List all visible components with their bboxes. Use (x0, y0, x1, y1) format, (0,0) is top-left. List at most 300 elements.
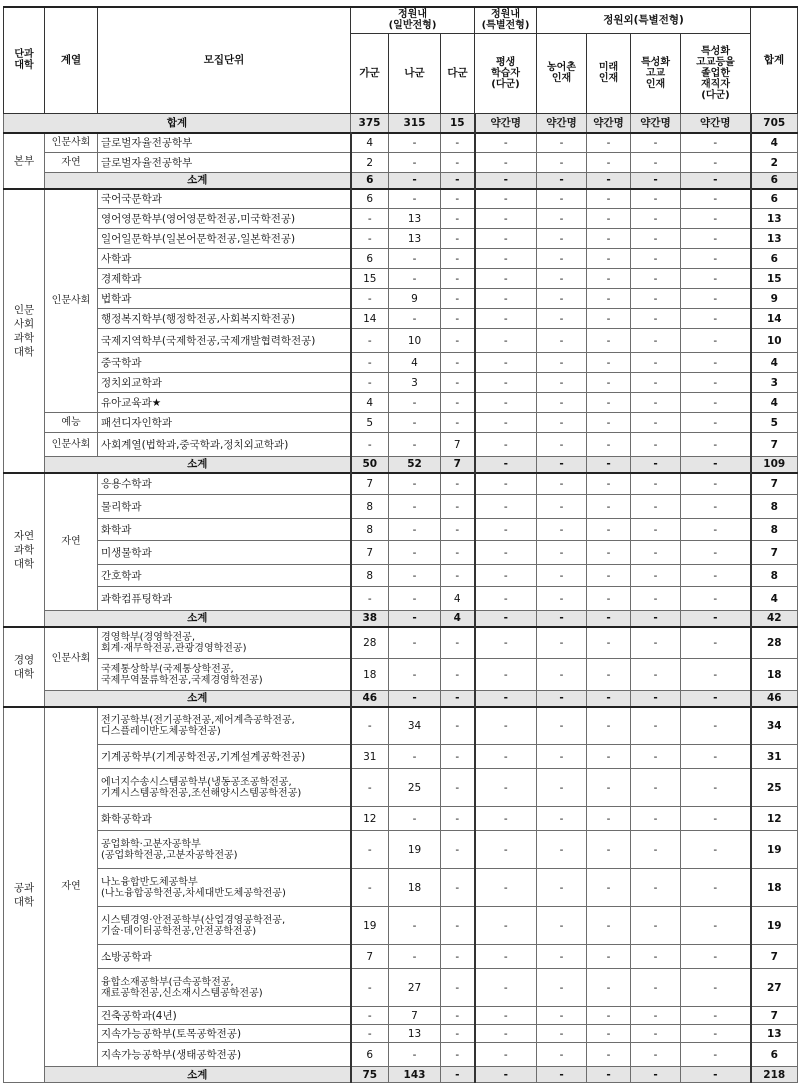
value-cell: - (475, 153, 537, 173)
row-total-cell: 19 (751, 831, 798, 869)
value-cell: - (475, 473, 537, 495)
table-row (4, 393, 798, 413)
value-cell: 75 (351, 1067, 389, 1083)
table-row (4, 969, 798, 1007)
subtotal-row (4, 173, 798, 189)
table-row (4, 1007, 798, 1025)
table-row (4, 309, 798, 329)
value-cell: - (587, 413, 631, 433)
value-cell: 2 (351, 153, 389, 173)
value-cell: - (441, 807, 475, 831)
value-cell: - (441, 269, 475, 289)
value-cell: - (441, 209, 475, 229)
value-cell: - (681, 289, 751, 309)
value-cell: 15 (351, 269, 389, 289)
value-cell: - (681, 1025, 751, 1043)
unit-cell: 법학과 (98, 289, 351, 309)
value-cell: - (631, 707, 681, 745)
value-cell: 4 (351, 393, 389, 413)
row-total-cell: 6 (751, 1043, 798, 1067)
value-cell: - (389, 541, 441, 565)
value-cell: - (681, 433, 751, 457)
value-cell: - (587, 969, 631, 1007)
value-cell: - (351, 329, 389, 353)
row-total-cell: 4 (751, 587, 798, 611)
unit-cell: 사회계열(법학과,중국학과,정치외교학과) (98, 433, 351, 457)
value-cell: 19 (389, 831, 441, 869)
unit-cell: 과학컴퓨팅학과 (98, 587, 351, 611)
value-cell: - (351, 1007, 389, 1025)
value-cell: - (587, 587, 631, 611)
value-cell: - (631, 519, 681, 541)
table-row (4, 945, 798, 969)
row-total-cell: 4 (751, 133, 798, 153)
value-cell: - (587, 907, 631, 945)
value-cell: - (351, 869, 389, 907)
value-cell: - (681, 831, 751, 869)
row-total-cell: 109 (751, 457, 798, 473)
row-total-cell: 6 (751, 173, 798, 189)
value-cell: - (441, 373, 475, 393)
value-cell: - (681, 133, 751, 153)
value-cell: - (475, 229, 537, 249)
value-cell: - (351, 433, 389, 457)
value-cell: 13 (389, 209, 441, 229)
college-cell: 경영 대학 (4, 627, 45, 707)
value-cell: - (389, 587, 441, 611)
value-cell: - (441, 229, 475, 249)
value-cell: - (475, 831, 537, 869)
value-cell: - (631, 1025, 681, 1043)
value-cell: - (681, 519, 751, 541)
row-total-cell: 7 (751, 945, 798, 969)
value-cell: - (537, 627, 587, 659)
value-cell: 3 (389, 373, 441, 393)
unit-cell: 지속가능공학부(토목공학전공) (98, 1025, 351, 1043)
value-cell: - (389, 495, 441, 519)
value-cell: 4 (389, 353, 441, 373)
value-cell: - (441, 519, 475, 541)
row-total-cell: 31 (751, 745, 798, 769)
value-cell: - (631, 541, 681, 565)
value-cell: - (681, 309, 751, 329)
value-cell: 50 (351, 457, 389, 473)
unit-cell: 소방공학과 (98, 945, 351, 969)
subtotal-label: 소계 (45, 173, 351, 189)
value-cell: - (681, 769, 751, 807)
value-cell: - (587, 565, 631, 587)
value-cell: - (587, 1043, 631, 1067)
value-cell: - (537, 133, 587, 153)
value-cell: - (681, 393, 751, 413)
value-cell: 38 (351, 611, 389, 627)
row-total-cell: 3 (751, 373, 798, 393)
value-cell: - (587, 373, 631, 393)
college-cell: 본부 (4, 133, 45, 189)
value-cell: 4 (441, 611, 475, 627)
value-cell: - (475, 945, 537, 969)
value-cell: - (389, 519, 441, 541)
value-cell: - (475, 907, 537, 945)
value-cell: 4 (441, 587, 475, 611)
grand-total-row (4, 113, 798, 133)
unit-cell: 지속가능공학부(생태공학전공) (98, 1043, 351, 1067)
value-cell: - (441, 969, 475, 1007)
value-cell: 7 (441, 457, 475, 473)
value-cell: - (537, 691, 587, 707)
value-cell: - (441, 353, 475, 373)
value-cell: 6 (351, 249, 389, 269)
table-row (4, 807, 798, 831)
value-cell: - (631, 969, 681, 1007)
table-row (4, 373, 798, 393)
unit-cell: 응용수학과 (98, 473, 351, 495)
header-future: 미래 인재 (587, 33, 631, 113)
value-cell: - (389, 907, 441, 945)
table-row (4, 745, 798, 769)
value-cell: - (441, 473, 475, 495)
admissions-table (3, 6, 798, 1083)
value-cell: - (587, 541, 631, 565)
value-cell: - (441, 907, 475, 945)
value-cell: - (587, 289, 631, 309)
value-cell: - (681, 249, 751, 269)
header-rural: 농어촌 인재 (537, 33, 587, 113)
value-cell: - (681, 153, 751, 173)
row-total-cell: 6 (751, 249, 798, 269)
value-cell: - (631, 1067, 681, 1083)
value-cell: - (475, 269, 537, 289)
value-cell: - (475, 807, 537, 831)
value-cell: - (475, 659, 537, 691)
unit-cell: 융합소재공학부(금속공학전공, 재료공학전공,신소재시스템공학전공) (98, 969, 351, 1007)
value-cell: - (631, 209, 681, 229)
row-total-cell: 18 (751, 869, 798, 907)
header-na: 나군 (389, 33, 441, 113)
header-college: 단과 대학 (4, 7, 45, 113)
value-cell: - (537, 519, 587, 541)
value-cell: - (681, 229, 751, 249)
value-cell: - (475, 541, 537, 565)
value-cell: - (475, 495, 537, 519)
value-cell: - (351, 831, 389, 869)
value-cell: - (537, 659, 587, 691)
value-cell: 25 (389, 769, 441, 807)
table-row (4, 249, 798, 269)
value-cell: - (681, 1007, 751, 1025)
value-cell: - (537, 173, 587, 189)
subtotal-row (4, 457, 798, 473)
value-cell: 7 (441, 433, 475, 457)
table-row (4, 587, 798, 611)
table-row (4, 769, 798, 807)
value-cell: - (587, 869, 631, 907)
value-cell: - (587, 229, 631, 249)
value-cell: - (441, 249, 475, 269)
value-cell: - (441, 691, 475, 707)
value-cell: 7 (351, 473, 389, 495)
value-cell: - (475, 413, 537, 433)
value-cell: 14 (351, 309, 389, 329)
table-row (4, 209, 798, 229)
row-total-cell: 19 (751, 907, 798, 945)
value-cell: - (681, 473, 751, 495)
value-cell: - (587, 1007, 631, 1025)
row-total-cell: 4 (751, 353, 798, 373)
value-cell: - (389, 627, 441, 659)
unit-cell: 전기공학부(전기공학전공,제어계측공학전공, 디스플레이반도체공학전공) (98, 707, 351, 745)
value-cell: 15 (441, 113, 475, 133)
value-cell: - (351, 969, 389, 1007)
value-cell: - (389, 745, 441, 769)
value-cell: - (537, 1067, 587, 1083)
value-cell: - (681, 189, 751, 209)
row-total-cell: 705 (751, 113, 798, 133)
value-cell: - (537, 457, 587, 473)
value-cell: - (475, 209, 537, 229)
table-row (4, 353, 798, 373)
value-cell: - (537, 413, 587, 433)
field-cell: 인문사회 (45, 433, 98, 457)
value-cell: - (631, 153, 681, 173)
subtotal-label: 소계 (45, 691, 351, 707)
value-cell: - (441, 173, 475, 189)
row-total-cell: 15 (751, 269, 798, 289)
value-cell: 8 (351, 565, 389, 587)
value-cell: - (587, 173, 631, 189)
value-cell: - (475, 133, 537, 153)
value-cell: - (631, 587, 681, 611)
value-cell: 6 (351, 1043, 389, 1067)
value-cell: - (475, 1007, 537, 1025)
value-cell: - (389, 945, 441, 969)
value-cell: - (537, 1025, 587, 1043)
value-cell: - (537, 189, 587, 209)
value-cell: - (389, 309, 441, 329)
value-cell: - (389, 269, 441, 289)
value-cell: - (441, 413, 475, 433)
unit-cell: 패션디자인학과 (98, 413, 351, 433)
unit-cell: 유아교육과★ (98, 393, 351, 413)
unit-cell: 나노융합반도체공학부 (나노융합공학전공,차세대반도체공학전공) (98, 869, 351, 907)
value-cell: - (587, 353, 631, 373)
field-cell: 인문사회 (45, 189, 98, 413)
header-field: 계열 (45, 7, 98, 113)
row-total-cell: 25 (751, 769, 798, 807)
value-cell: - (631, 1007, 681, 1025)
table-row (4, 289, 798, 309)
value-cell: - (537, 1043, 587, 1067)
value-cell: - (441, 769, 475, 807)
field-cell: 자연 (45, 153, 98, 173)
value-cell: 8 (351, 495, 389, 519)
value-cell: - (537, 565, 587, 587)
value-cell: - (475, 1025, 537, 1043)
value-cell: - (475, 869, 537, 907)
unit-cell: 일어일문학부(일본어문학전공,일본학전공) (98, 229, 351, 249)
college-cell: 공과 대학 (4, 707, 45, 1083)
value-cell: 10 (389, 329, 441, 353)
value-cell: - (441, 831, 475, 869)
unit-cell: 국제지역학부(국제학전공,국제개발협력학전공) (98, 329, 351, 353)
unit-cell: 국어국문학과 (98, 189, 351, 209)
value-cell: - (681, 565, 751, 587)
value-cell: - (631, 745, 681, 769)
value-cell: - (389, 807, 441, 831)
value-cell: - (441, 707, 475, 745)
value-cell: - (681, 691, 751, 707)
value-cell: 27 (389, 969, 441, 1007)
value-cell: - (475, 627, 537, 659)
header-specialized: 특성화 고교 인재 (631, 33, 681, 113)
value-cell: - (587, 269, 631, 289)
row-total-cell: 14 (751, 309, 798, 329)
value-cell: 7 (351, 541, 389, 565)
value-cell: - (441, 541, 475, 565)
value-cell: - (441, 289, 475, 309)
value-cell: - (631, 627, 681, 659)
value-cell: - (681, 1043, 751, 1067)
value-cell: - (631, 831, 681, 869)
subtotal-label: 소계 (45, 1067, 351, 1083)
value-cell: - (631, 565, 681, 587)
value-cell: - (537, 945, 587, 969)
value-cell: - (631, 173, 681, 189)
value-cell: - (587, 433, 631, 457)
table-row (4, 433, 798, 457)
value-cell: - (681, 173, 751, 189)
table-row (4, 413, 798, 433)
value-cell: - (475, 707, 537, 745)
value-cell: - (441, 1025, 475, 1043)
value-cell: 약간명 (475, 113, 537, 133)
value-cell: - (631, 373, 681, 393)
row-total-cell: 7 (751, 473, 798, 495)
value-cell: - (537, 769, 587, 807)
value-cell: - (631, 907, 681, 945)
table-row (4, 153, 798, 173)
value-cell: - (587, 627, 631, 659)
row-total-cell: 12 (751, 807, 798, 831)
value-cell: - (389, 433, 441, 457)
value-cell: - (475, 289, 537, 309)
value-cell: - (631, 249, 681, 269)
value-cell: 31 (351, 745, 389, 769)
value-cell: - (681, 707, 751, 745)
value-cell: 약간명 (681, 113, 751, 133)
value-cell: - (681, 1067, 751, 1083)
row-total-cell: 5 (751, 413, 798, 433)
table-row (4, 1025, 798, 1043)
value-cell: - (587, 189, 631, 209)
value-cell: - (587, 691, 631, 707)
header-ga: 가군 (351, 33, 389, 113)
row-total-cell: 13 (751, 1025, 798, 1043)
row-total-cell: 28 (751, 627, 798, 659)
row-total-cell: 2 (751, 153, 798, 173)
value-cell: - (441, 153, 475, 173)
table-row (4, 473, 798, 495)
value-cell: - (631, 1043, 681, 1067)
value-cell: 34 (389, 707, 441, 745)
value-cell: - (681, 907, 751, 945)
value-cell: - (441, 495, 475, 519)
unit-cell: 행정복지학부(행정학전공,사회복지학전공) (98, 309, 351, 329)
value-cell: - (441, 133, 475, 153)
table-row (4, 229, 798, 249)
value-cell: - (631, 329, 681, 353)
value-cell: - (537, 745, 587, 769)
field-cell: 자연 (45, 473, 98, 611)
value-cell: - (475, 373, 537, 393)
row-total-cell: 13 (751, 229, 798, 249)
value-cell: - (441, 565, 475, 587)
value-cell: - (587, 745, 631, 769)
value-cell: - (681, 353, 751, 373)
value-cell: - (475, 611, 537, 627)
value-cell: - (587, 133, 631, 153)
value-cell: 6 (351, 189, 389, 209)
unit-cell: 영어영문학부(영어영문학전공,미국학전공) (98, 209, 351, 229)
value-cell: - (587, 1025, 631, 1043)
field-cell: 인문사회 (45, 133, 98, 153)
table-body (4, 113, 798, 1083)
value-cell: 18 (389, 869, 441, 907)
subtotal-label: 소계 (45, 611, 351, 627)
row-total-cell: 8 (751, 495, 798, 519)
value-cell: - (631, 869, 681, 907)
value-cell: - (631, 309, 681, 329)
value-cell: - (475, 329, 537, 353)
header-da: 다군 (441, 33, 475, 113)
value-cell: - (389, 611, 441, 627)
value-cell: 7 (389, 1007, 441, 1025)
value-cell: - (389, 1043, 441, 1067)
value-cell: 7 (351, 945, 389, 969)
value-cell: - (631, 189, 681, 209)
value-cell: - (441, 189, 475, 209)
unit-cell: 간호학과 (98, 565, 351, 587)
unit-cell: 국제통상학부(국제통상학전공, 국제무역물류학전공,국제경영학전공) (98, 659, 351, 691)
unit-cell: 화학공학과 (98, 807, 351, 831)
value-cell: - (389, 413, 441, 433)
value-cell: - (631, 433, 681, 457)
unit-cell: 공업화학·고분자공학부 (공업화학전공,고분자공학전공) (98, 831, 351, 869)
value-cell: - (631, 495, 681, 519)
value-cell: - (587, 209, 631, 229)
value-cell: 28 (351, 627, 389, 659)
value-cell: - (631, 393, 681, 413)
row-total-cell: 9 (751, 289, 798, 309)
value-cell: - (631, 473, 681, 495)
value-cell: - (681, 659, 751, 691)
value-cell: - (681, 269, 751, 289)
value-cell: - (587, 519, 631, 541)
value-cell: - (681, 413, 751, 433)
value-cell: - (681, 627, 751, 659)
value-cell: - (475, 353, 537, 373)
row-total-cell: 27 (751, 969, 798, 1007)
table-row (4, 659, 798, 691)
value-cell: 6 (351, 173, 389, 189)
header-worker: 특성화 고교등을 졸업한 재직자 (다군) (681, 33, 751, 113)
value-cell: - (587, 611, 631, 627)
field-cell: 예능 (45, 413, 98, 433)
value-cell: 375 (351, 113, 389, 133)
value-cell: - (681, 969, 751, 1007)
value-cell: - (475, 519, 537, 541)
value-cell: - (587, 769, 631, 807)
